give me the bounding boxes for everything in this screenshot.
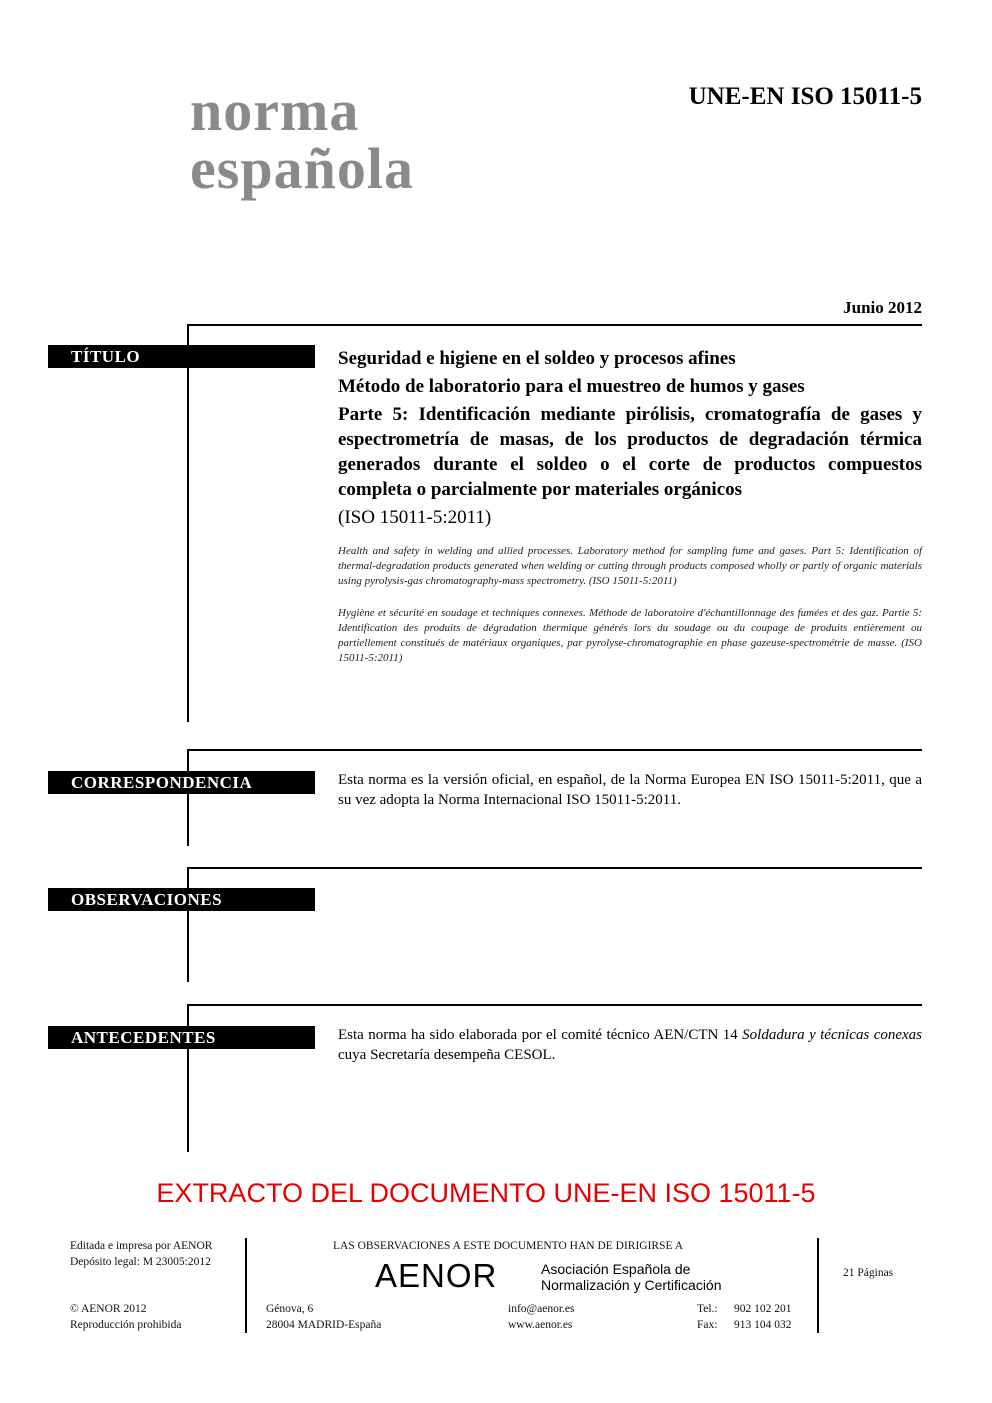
antecedentes-text-end: cuya Secretaría desempeña CESOL.	[338, 1047, 556, 1063]
footer-divider	[245, 1238, 247, 1333]
footer-phone-values	[734, 1301, 792, 1333]
website-link[interactable]: www.aenor.es	[508, 1319, 573, 1331]
tel-value: 902 102 201	[734, 1303, 792, 1315]
section-divider	[188, 867, 922, 869]
legal-deposit: Depósito legal: M 23005:2012	[70, 1256, 211, 1268]
email-link[interactable]: info@aenor.es	[508, 1303, 575, 1315]
title-line-1: Seguridad e higiene en el soldeo y procesos afines	[338, 348, 736, 369]
brand-title	[190, 78, 414, 201]
address-line-2: 28004 MADRID-España	[266, 1319, 382, 1331]
section-divider	[188, 324, 922, 326]
brand-line-2: española	[190, 136, 414, 201]
iso-reference: (ISO 15011-5:2011)	[338, 507, 492, 528]
brand-line-1: norma	[190, 78, 360, 143]
aenor-association	[541, 1261, 722, 1293]
footer-publisher	[70, 1238, 212, 1270]
titulo-content	[338, 346, 922, 666]
footer-contact	[508, 1301, 574, 1333]
title-english: Health and safety in welding and allied processes. Laboratory method for sampling fume and gases. Part 5: Identification of thermal-degradation products generated when welding or cutting through products composed wholly or partly of organic materials using pyrolysis-gas chromatography-mass spectrometry. (ISO 15011-5:2011)	[338, 545, 922, 587]
title-line-3: Parte 5: Identificación mediante pirólisis, cromatografía de gases y espectrometría de masas, de los productos de degradación térmica generados durante el soldeo o el corte de productos compuestos completa o parcialmente por materiales orgánicos	[338, 404, 922, 500]
section-label-antecedentes: ANTECEDENTES	[48, 1026, 315, 1049]
section-divider	[188, 749, 922, 751]
footer-address	[266, 1301, 381, 1333]
fax-label: Fax:	[697, 1319, 718, 1331]
section-label-observaciones: OBSERVACIONES	[48, 888, 315, 911]
section-divider	[188, 1004, 922, 1006]
copyright: © AENOR 2012	[70, 1303, 147, 1315]
footer-copyright	[70, 1301, 181, 1333]
committee-name: Soldadura y técnicas conexas	[742, 1027, 923, 1043]
antecedentes-text-start: Esta norma ha sido elaborada por el comité técnico AEN/CTN 14	[338, 1027, 743, 1043]
extract-notice: EXTRACTO DEL DOCUMENTO UNE-EN ISO 15011-5	[156, 1178, 816, 1208]
title-line-2: Método de laboratorio para el muestreo de humos y gases	[338, 376, 805, 397]
footer-phone-labels	[697, 1301, 718, 1333]
reproduction-notice: Reproducción prohibida	[70, 1319, 182, 1331]
section-label-correspondencia: CORRESPONDENCIA	[48, 771, 315, 794]
antecedentes-content	[338, 1025, 922, 1065]
association-line-1: Asociación Española de	[541, 1261, 691, 1277]
address-line-1: Génova, 6	[266, 1303, 314, 1315]
antecedentes-text	[338, 1025, 922, 1065]
section-rule	[187, 749, 189, 846]
correspondencia-text: Esta norma es la versión oficial, en español, de la Norma Europea EN ISO 15011-5:2011, que a su vez adopta la Norma Internacional ISO 15011-5:2011.	[338, 772, 922, 808]
observations-note: LAS OBSERVACIONES A ESTE DOCUMENTO HAN DE DIRIGIRSE A	[333, 1240, 684, 1252]
section-label-titulo: TÍTULO	[48, 345, 315, 368]
footer-divider	[817, 1238, 819, 1333]
fax-value: 913 104 032	[734, 1319, 792, 1331]
section-rule	[187, 867, 189, 982]
section-rule	[187, 324, 189, 722]
aenor-logo: AENOR	[375, 1257, 498, 1294]
page-count: 21 Páginas	[843, 1267, 894, 1279]
document-date: Junio 2012	[843, 298, 922, 317]
correspondencia-content	[338, 770, 922, 810]
edited-by: Editada e impresa por AENOR	[70, 1240, 213, 1252]
document-code: UNE-EN ISO 15011-5	[688, 83, 922, 110]
association-line-2: Normalización y Certificación	[541, 1277, 722, 1293]
tel-label: Tel.:	[697, 1303, 718, 1315]
title-french: Hygiène et sécurité en soudage et techniques connexes. Méthode de laboratoire d'échantillonnage des fumées et des gaz. Partie 5: Identification des produits de dégradation thermique générés lors du soudage ou du coupage de produits entièrement ou partiellement constitués de matériaux organiques, par pyrolyse-chromatographie en phase gazeuse-spectrométrie de masse. (ISO 15011-5:2011)	[338, 607, 922, 664]
